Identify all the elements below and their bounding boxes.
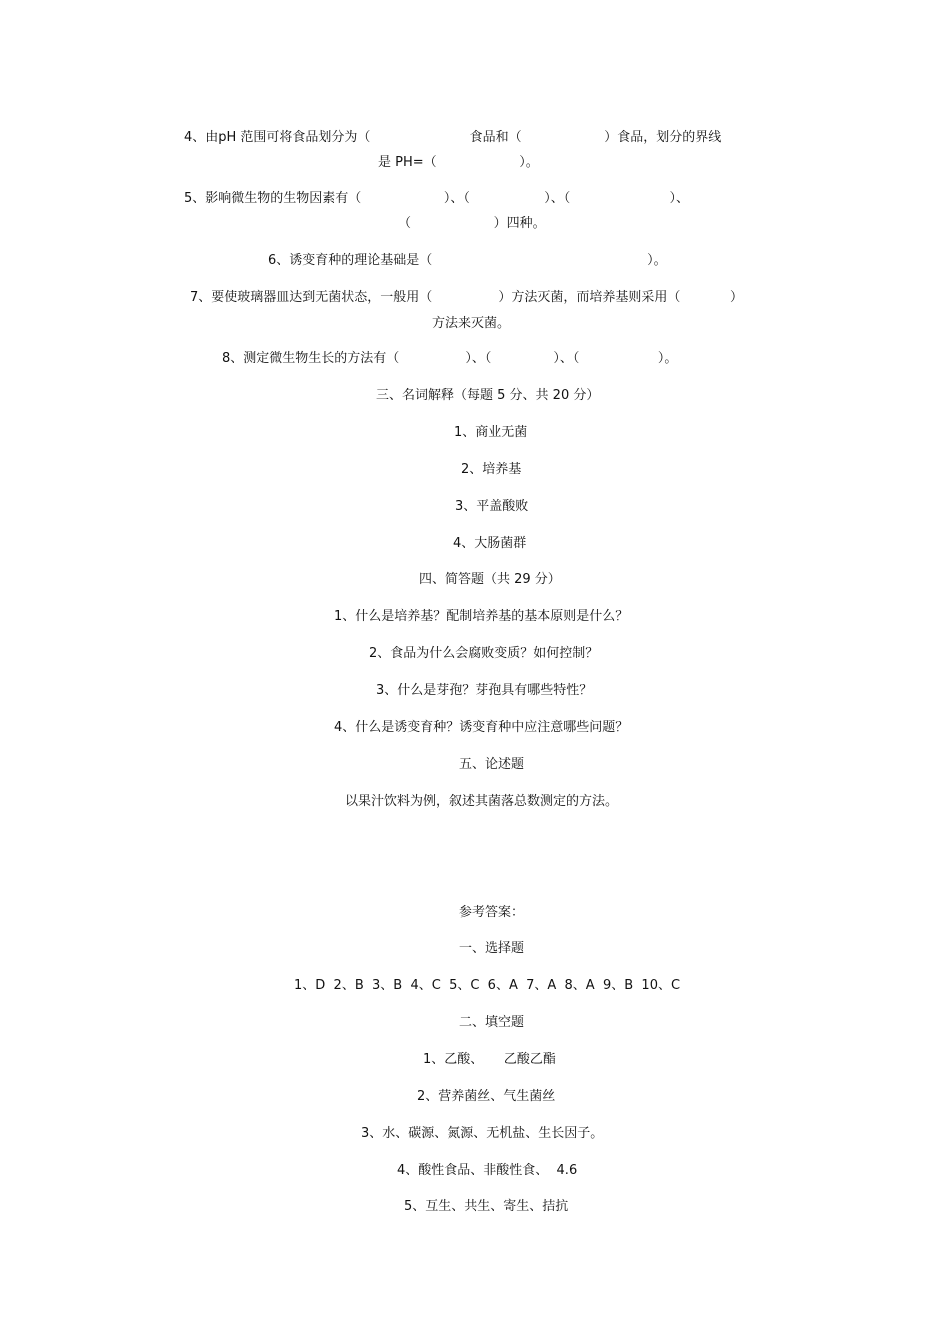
term-1: 1、商业无菌 <box>454 425 528 440</box>
short-question-2: 2、食品为什么会腐败变质？如何控制？ <box>369 646 599 661</box>
section-3-title: 三、名词解释（每题 5 分、共 20 分） <box>376 388 600 403</box>
short-question-1: 1、什么是培养基？配制培养基的基本原则是什么？ <box>334 609 629 624</box>
answers-choice-list: 1、D 2、B 3、B 4、C 5、C 6、A 7、A 8、A 9、B 10、C <box>294 978 681 993</box>
answers-heading: 参考答案： <box>459 905 525 920</box>
answer-fill-5: 5、互生、共生、寄生、拮抗 <box>404 1199 569 1214</box>
short-question-3: 3、什么是芽孢？芽孢具有哪些特性？ <box>376 683 593 698</box>
term-2: 2、培养基 <box>461 462 522 477</box>
question-4-line-1: 4、由pH 范围可将食品划分为（ 食品和（ ）食品，划分的界线 <box>184 130 722 145</box>
question-7-line-2: 方法来灭菌。 <box>432 316 511 331</box>
answer-fill-2: 2、营养菌丝、气生菌丝 <box>417 1089 556 1104</box>
term-3: 3、平盖酸败 <box>455 499 529 514</box>
short-question-4: 4、什么是诱变育种？诱变育种中应注意哪些问题？ <box>334 720 629 735</box>
answer-fill-4: 4、酸性食品、非酸性食、 4.6 <box>397 1163 578 1178</box>
term-4: 4、大肠菌群 <box>453 536 527 551</box>
question-7-line-1: 7、要使玻璃器皿达到无菌状态，一般用（ ）方法灭菌，而培养基则采用（ ） <box>190 290 743 305</box>
question-5-line-1: 5、影响微生物的生物因素有（ ）、（ ）、（ ）、 <box>184 191 689 206</box>
answers-section-2-title: 二、填空题 <box>459 1015 525 1030</box>
question-8: 8、测定微生物生长的方法有（ ）、（ ）、（ ）。 <box>222 351 678 366</box>
answer-fill-3: 3、水、碳源、氮源、无机盐、生长因子。 <box>361 1126 604 1141</box>
section-5-title: 五、论述题 <box>459 757 525 772</box>
essay-question: 以果汁饮料为例，叙述其菌落总数测定的方法。 <box>345 794 619 809</box>
question-5-line-2: （ ）四种。 <box>398 216 546 231</box>
answer-fill-1: 1、乙酸、 乙酸乙酯 <box>423 1052 556 1067</box>
answers-section-1-title: 一、选择题 <box>459 941 525 956</box>
question-6: 6、诱变育种的理论基础是（ ）。 <box>268 253 667 268</box>
question-4-line-2: 是 PH=（ ）。 <box>378 155 539 170</box>
section-4-title: 四、简答题（共 29 分） <box>419 572 561 587</box>
